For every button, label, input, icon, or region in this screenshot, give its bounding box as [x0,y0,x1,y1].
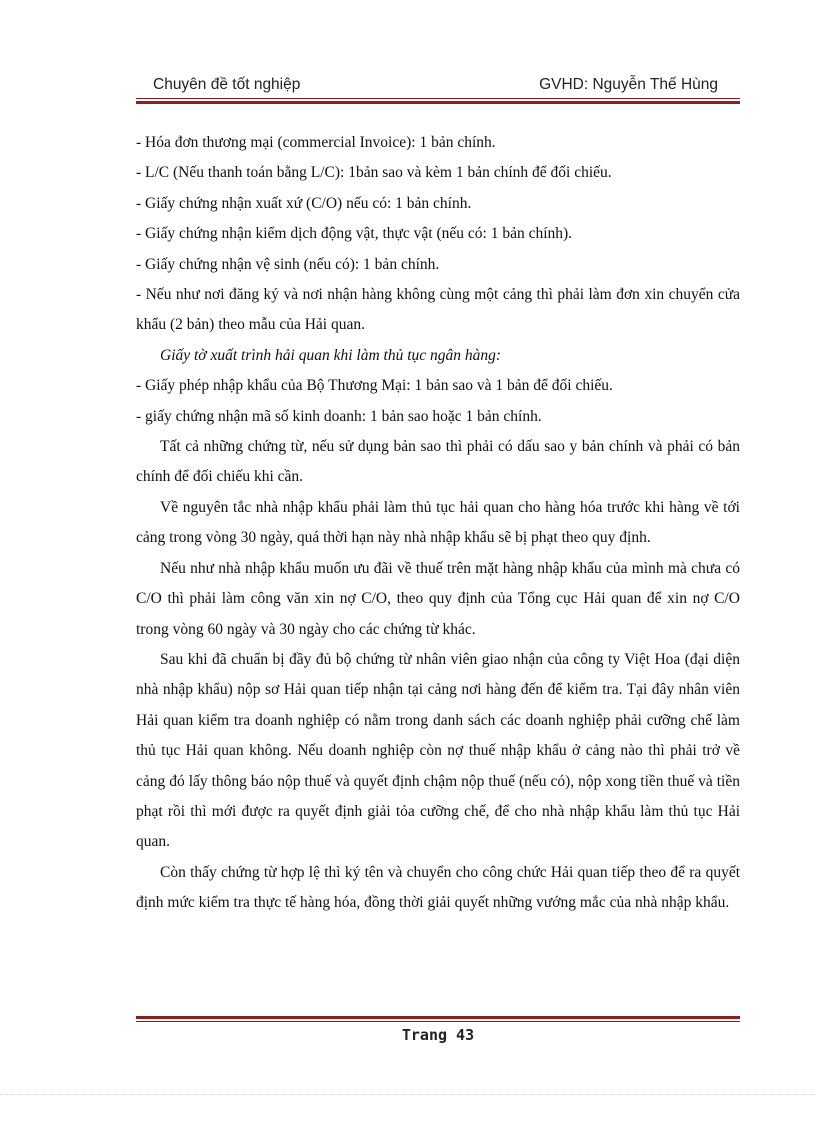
page-number: Trang 43 [401,1026,475,1044]
footer-divider-thick-line [136,1016,740,1019]
header-supervisor: GVHD: Nguyễn Thế Hùng [539,76,718,93]
paragraph-copies: Tất cả những chứng từ, nếu sử dụng bản sao thì phải có dấu sao y bản chính và phải có bản chính để đối chiếu khi cần. [136,438,740,486]
page-edge-dotted-line [0,1094,816,1095]
paragraph-quarantine-certificate: - Giấy chứng nhận kiểm dịch động vật, thực vật (nếu có: 1 bản chính). [136,225,573,243]
paragraph-tax-incentive: Nếu như nhà nhập khẩu muốn ưu đãi về thuế trên mặt hàng nhập khẩu của mình mà chưa có C/O thì phải làm công văn xin nợ C/O, theo quy định của Tổng cục Hải quan để xin nợ C/O trong vòng 60 ngày và 30 ngày cho các chứng từ khác. [136,559,740,638]
page-header [136,76,740,96]
footer-divider [136,1016,740,1022]
header-divider-thin-line [136,98,740,99]
paragraph-certificate-of-origin: - Giấy chứng nhận xuất xứ (C/O) nếu có: 1 bản chính. [136,194,472,212]
header-divider-thick-line [136,101,740,104]
paragraph-document-submission: Sau khi đã chuẩn bị đầy đủ bộ chứng từ nhân viên giao nhận của công ty Việt Hoa (đại diện nhà nhập khẩu) nộp sơ Hải quan tiếp nhận tại cảng nơi hàng đến để kiểm tra. Tại đây nhân viên Hải quan kiểm tra doanh nghiệp có nằm trong danh sách các doanh nghiệp phải cưỡng chế làm thủ tục Hải quan không. Nếu doanh nghiệp còn nợ thuế nhập khẩu ở cảng nào thì phải trở về cảng đó lấy thông báo nộp thuế và quyết định chậm nộp thuế (nếu có), nộp xong tiền thuế và tiền phạt rồi thì mới được ra quyết định giải tỏa cưỡng chế, để cho nhà nhập khẩu làm thủ tục Hải quan. [136,650,740,851]
paragraph-import-license: - Giấy phép nhập khẩu của Bộ Thương Mại: 1 bản sao và 1 bản để đối chiếu. [136,377,613,395]
paragraph-customs-principle: Về nguyên tắc nhà nhập khẩu phải làm thủ tục hải quan cho hàng hóa trước khi hàng về tới cảng trong vòng 30 ngày, quá thời hạn này nhà nhập khẩu sẽ bị phạt theo quy định. [136,498,740,547]
paragraph-business-code: - giấy chứng nhận mã số kinh doanh: 1 bản sao hoặc 1 bản chính. [136,407,542,425]
paragraph-hygiene-certificate: - Giấy chứng nhận vệ sinh (nếu có): 1 bản chính. [136,255,440,273]
footer-divider-thin-line [136,1021,740,1022]
paragraph-inspection-decision: Còn thấy chứng từ hợp lệ thì ký tên và chuyển cho công chức Hải quan tiếp theo để ra quyết định mức kiểm tra thực tế hàng hóa, đồng thời giải quyết những vướng mắc của nhà nhập khẩu. [136,863,740,912]
header-document-title: Chuyên đề tốt nghiệp [153,76,301,93]
section-heading-bank-documents: Giấy tờ xuất trình hải quan khi làm thủ tục ngân hàng: [160,346,502,364]
paragraph-letter-of-credit: - L/C (Nếu thanh toán bằng L/C): 1bản sao và kèm 1 bản chính để đối chiếu. [136,164,612,182]
paragraph-commercial-invoice: - Hóa đơn thương mại (commercial Invoice): 1 bản chính. [136,134,496,151]
paragraph-border-transfer: - Nếu như nơi đăng ký và nơi nhận hàng không cùng một cảng thì phải làm đơn xin chuyển cửa khẩu (2 bản) theo mẫu của Hải quan. [136,286,740,334]
page-body [136,128,740,919]
header-divider [136,98,740,104]
